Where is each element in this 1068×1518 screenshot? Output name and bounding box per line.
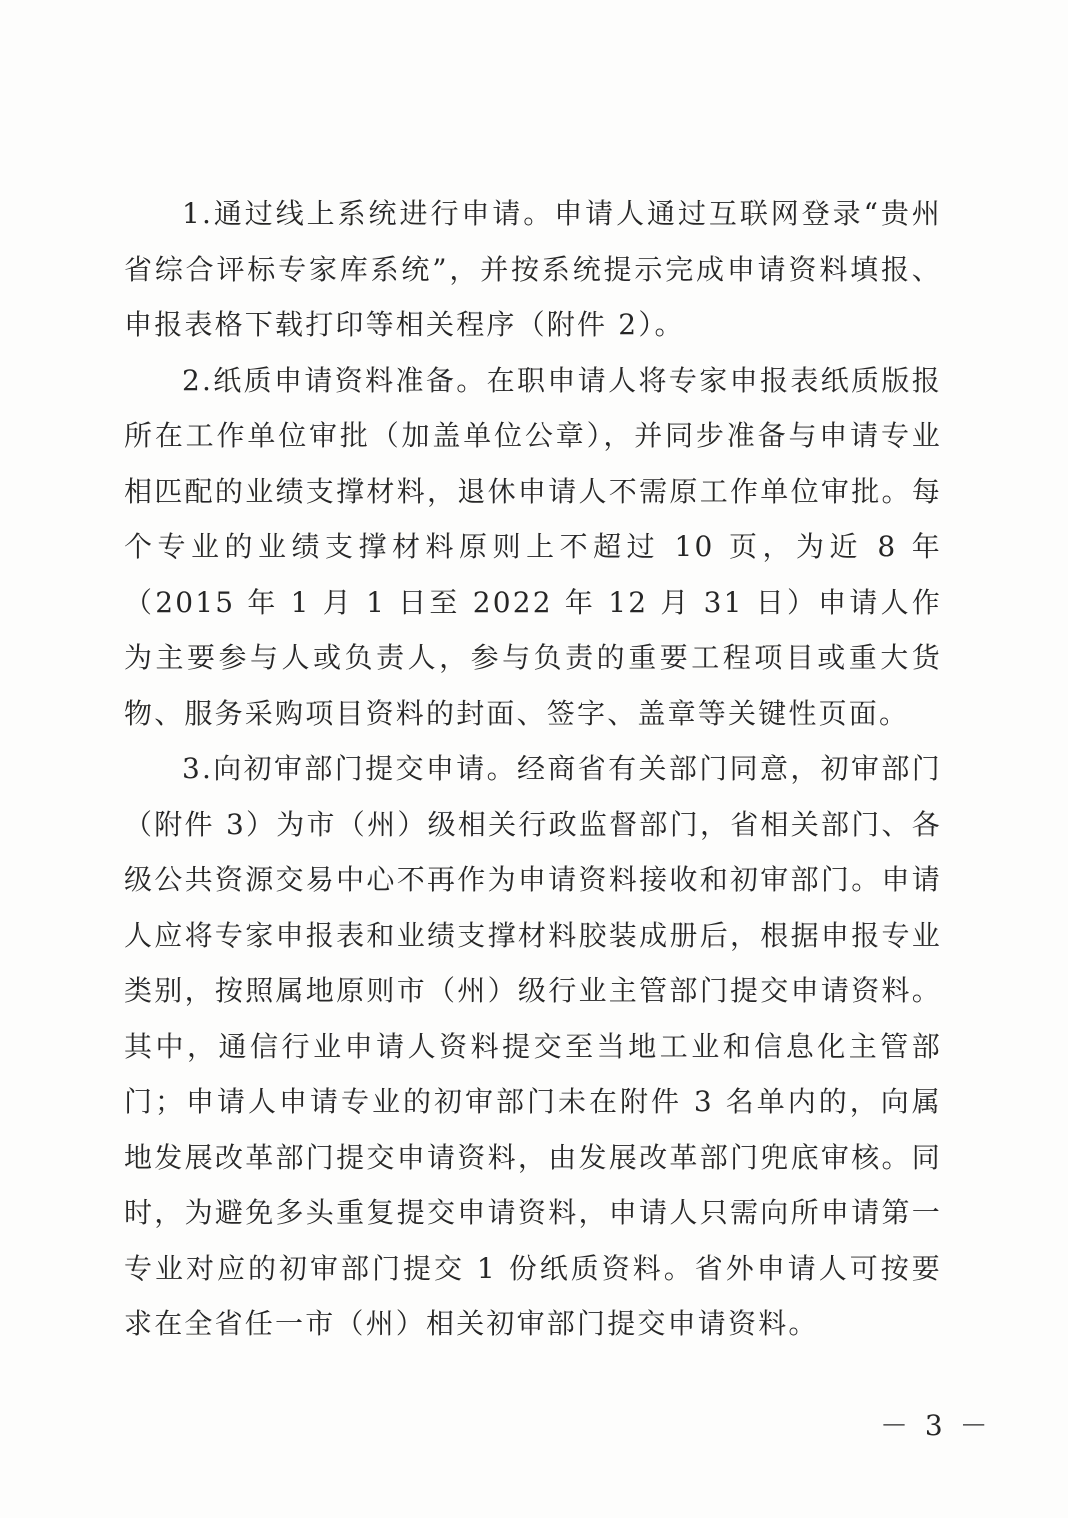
paragraph-online-application: 1.通过线上系统进行申请。申请人通过互联网登录“贵州省综合评标专家库系统”，并按系统提示完成申请资料填报、申报表格下载打印等相关程序（附件 2）。	[124, 197, 942, 341]
document-body	[124, 186, 942, 1352]
page-number: － 3 －	[880, 1409, 992, 1442]
paragraph-submit-review: 3.向初审部门提交申请。经商省有关部门同意，初审部门（附件 3）为市（州）级相关行政监督部门，省相关部门、各级公共资源交易中心不再作为申请资料接收和初审部门。申请人应将专家申报表和业绩支撑材料胶装成册后，根据申报专业类别，按照属地原则市（州）级行业主管部门提交申请资料。其中，通信行业申请人资料提交至当地工业和信息化主管部门；申请人申请专业的初审部门未在附件 3 名单内的，向属地发展改革部门提交申请资料，由发展改革部门兜底审核。同时，为避免多头重复提交申请资料，申请人只需向所申请第一专业对应的初审部门提交 1 份纸质资料。省外申请人可按要求在全省任一市（州）相关初审部门提交申请资料。	[124, 752, 942, 1340]
paragraph-paper-materials: 2.纸质申请资料准备。在职申请人将专家申报表纸质版报所在工作单位审批（加盖单位公章），并同步准备与申请专业相匹配的业绩支撑材料，退休申请人不需原工作单位审批。每个专业的业绩支撑材料原则上不超过 10 页，为近 8 年（2015 年 1 月 1 日至 2022 年 12 月 31 日）申请人作为主要参与人或负责人，参与负责的重要工程项目或重大货物、服务采购项目资料的封面、签字、盖章等关键性页面。	[124, 363, 942, 730]
